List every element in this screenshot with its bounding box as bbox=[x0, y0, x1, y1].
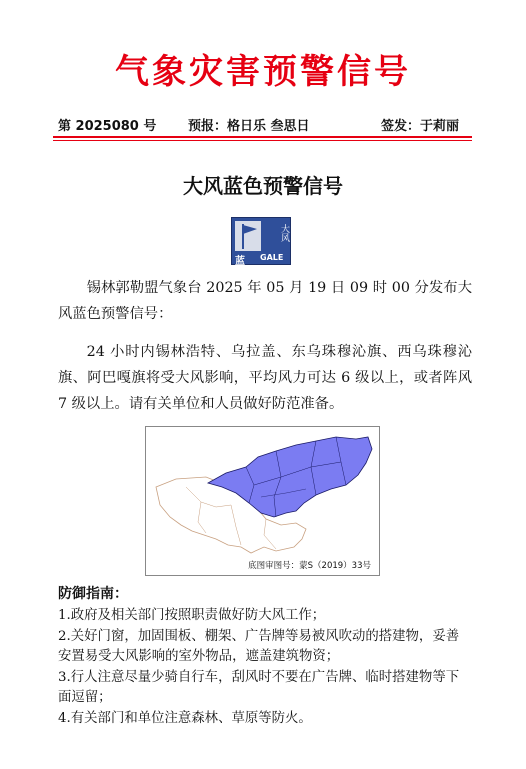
map-caption: 底图审图号：蒙S（2019）33号 bbox=[248, 561, 371, 571]
region-map-svg bbox=[146, 427, 379, 575]
guide-item: 2.关好门窗，加固围板、棚架、广告牌等易被风吹动的搭建物，妥善安置易受大风影响的室外物品，遮盖建筑物资； bbox=[58, 628, 460, 664]
icon-type-label-zh: 大风 bbox=[279, 224, 289, 242]
issue-number: 第 2025080 号 bbox=[58, 119, 157, 134]
guide-item: 1.政府及相关部门按照职责做好防大风工作； bbox=[58, 608, 326, 623]
defense-guide-title: 防御指南： bbox=[58, 586, 128, 602]
wind-flag-icon bbox=[235, 221, 261, 251]
signer-name: 签发：于莉丽 bbox=[381, 119, 460, 134]
guide-item: 3.行人注意尽量少骑自行车，刮风时不要在广告牌、临时搭建物等下面逗留； bbox=[58, 669, 460, 705]
header-rule-thin bbox=[53, 140, 472, 141]
forecaster-names: 预报：格日乐 叁思日 bbox=[188, 119, 310, 134]
masthead-title: 气象灾害预警信号 bbox=[115, 52, 411, 92]
icon-type-label-en: GALE bbox=[260, 253, 284, 262]
issuance-paragraph: 锡林郭勒盟气象台 2025 年 05 月 19 日 09 时 00 分发布大风蓝色预警信号： bbox=[58, 280, 472, 322]
impact-paragraph: 24 小时内锡林浩特、乌拉盖、东乌珠穆沁旗、西乌珠穆沁旗、阿巴嘎旗将受大风影响，平均风力可达 6 级以上，或者阵风 7 级以上。请有关单位和人员做好防范准备。 bbox=[58, 344, 472, 412]
header-rule-thick bbox=[53, 136, 472, 138]
signal-title: 大风蓝色预警信号 bbox=[183, 174, 343, 198]
defense-guide-list bbox=[58, 606, 472, 729]
gale-blue-warning-icon bbox=[231, 217, 291, 265]
guide-item: 4.有关部门和单位注意森林、草原等防火。 bbox=[58, 710, 312, 726]
warning-area-map bbox=[145, 426, 380, 576]
icon-color-label: 蓝 bbox=[235, 256, 245, 267]
